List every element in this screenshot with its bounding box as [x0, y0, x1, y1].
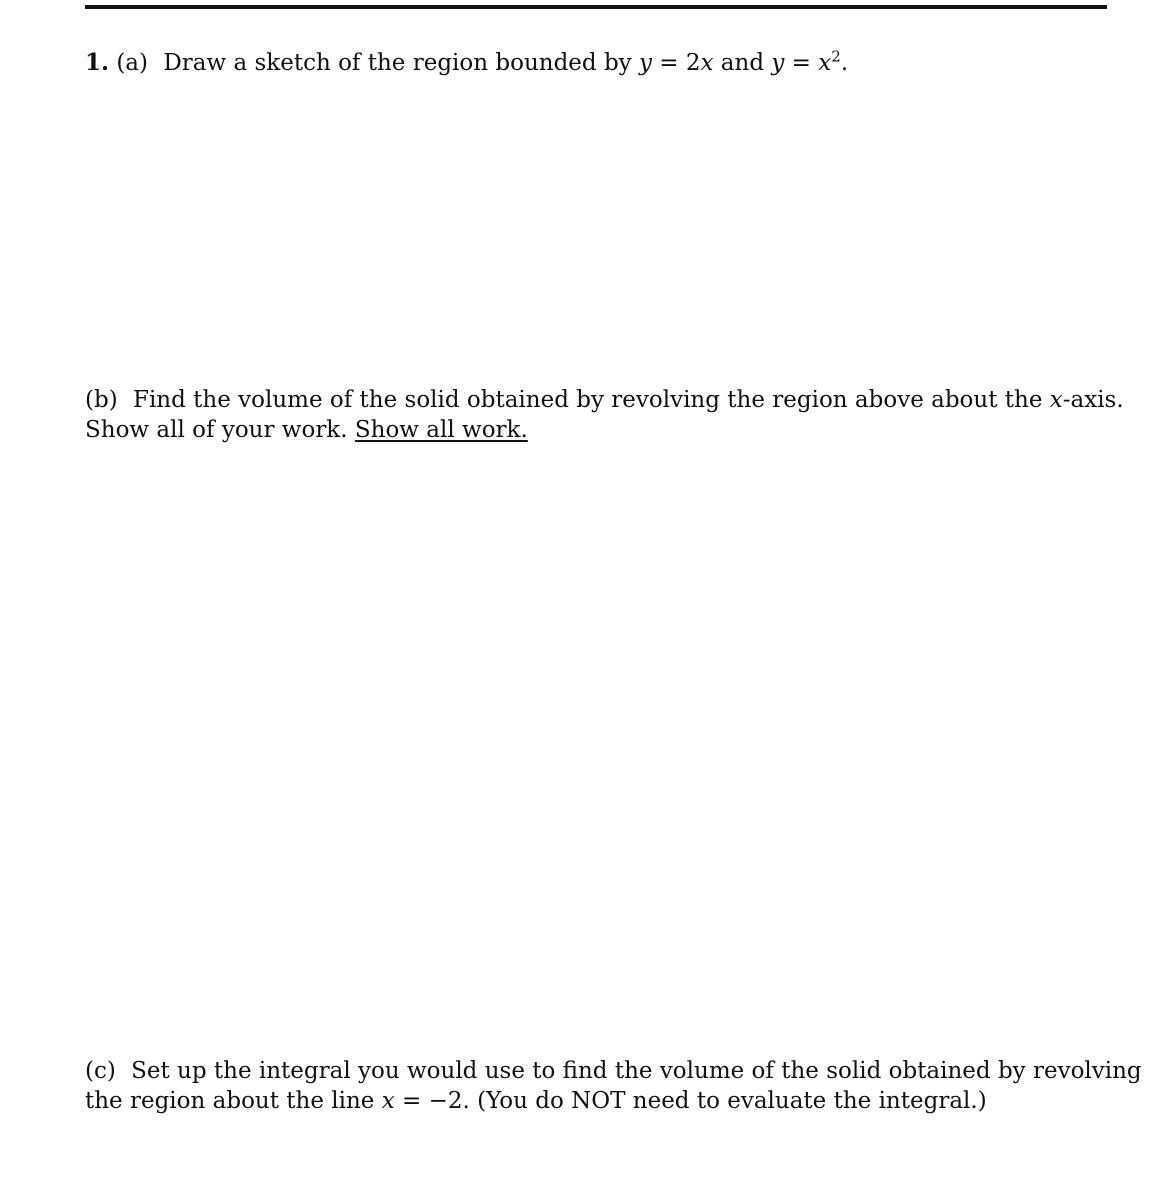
part-a-connector: and [713, 50, 772, 76]
part-b-text: Find the volume of the solid obtained by revolving the region above about the [132, 387, 1050, 413]
part-c-text-3: (You do NOT need to evaluate the integral.) [469, 1088, 987, 1114]
part-c-line-2 [85, 1086, 1085, 1116]
part-b-label: (b) [85, 387, 118, 413]
part-a-period: . [840, 50, 849, 76]
part-b-underlined-instruction: Show all work. [354, 417, 528, 443]
part-b-line-1 [85, 385, 1124, 415]
question-1a [85, 48, 1085, 78]
question-1b [85, 385, 1124, 445]
part-b-instruction: Show all of your work. [85, 417, 355, 443]
question-1c [85, 1056, 1142, 1116]
part-c-text-1: Set up the integral you would use to find the volume of the solid obtained by revolving [131, 1058, 1142, 1084]
question-number: 1. [85, 49, 110, 76]
part-a-eq2-eq: = [784, 50, 819, 76]
part-c-eq: = −2. [394, 1088, 470, 1114]
part-a-eq1-rhs: = 2 [651, 50, 701, 76]
part-a-eq2-var: y [771, 50, 785, 76]
part-c-line-1 [85, 1056, 1142, 1086]
part-a-eq1-var: y [638, 50, 652, 76]
top-rule [85, 5, 1107, 9]
part-c-var: x [381, 1088, 395, 1114]
part-a-eq2-x: x [818, 50, 832, 76]
part-b-axis-suffix: -axis. [1062, 387, 1124, 413]
part-b-axis-var: x [1049, 387, 1063, 413]
part-c-text-2: the region about the line [85, 1088, 382, 1114]
part-a-eq2-exponent: 2 [831, 47, 841, 66]
part-a-text: Draw a sketch of the region bounded by [163, 50, 639, 76]
part-c-label: (c) [85, 1058, 116, 1084]
part-b-line-2 [85, 415, 1085, 445]
part-a-eq1-x: x [700, 50, 714, 76]
part-a-label: (a) [116, 50, 148, 76]
